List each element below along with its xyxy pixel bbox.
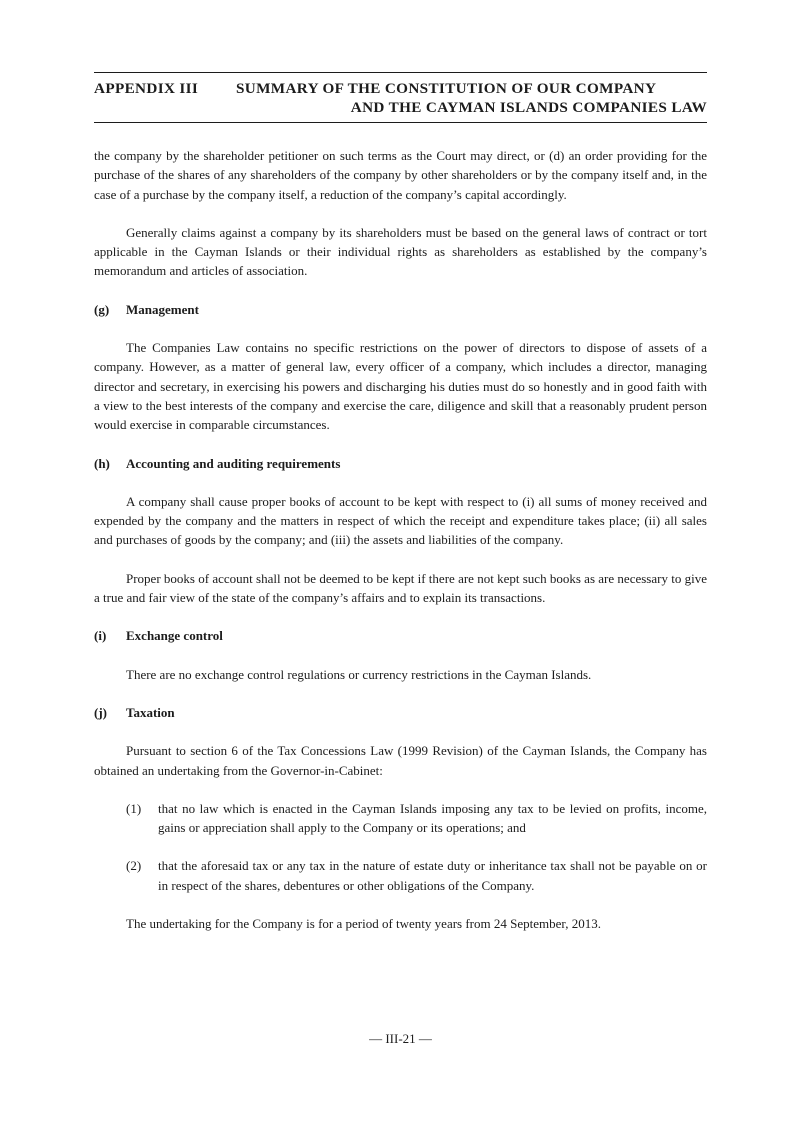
paragraph-shareholder-claims: Generally claims against a company by its shareholders must be based on the general laws of contract or tort applicable in the Cayman Islands or their individual rights as shareholders as established by the company’s memorandum and articles of association. [94,224,707,279]
list-item [94,799,707,838]
section-label: (i) [94,628,107,644]
paragraph-continued: the company by the shareholder petitioner on such terms as the Court may direct, or (d) an order providing for the purchase of the shares of any shareholders of the company by other shareholders or by the company itself and, in the case of a purchase by the company itself, a reduction of the company’s capital accordingly. [94,148,707,202]
paragraph-undertaking-period: The undertaking for the Company is for a period of twenty years from 24 September, 2013. [126,916,601,932]
paragraph-proper-books: Proper books of account shall not be deemed to be kept if there are not kept such books as are necessary to give a true and fair view of the state of the company’s affairs and to explain its transactions. [94,570,707,606]
section-title: Accounting and auditing requirements [126,455,341,471]
section-label: (g) [94,301,110,317]
header-bottom-rule [94,122,707,123]
section-title: Exchange control [126,628,223,644]
page-number: — III-21 — [369,1031,432,1046]
section-heading-g [94,300,707,319]
section-heading-h [94,454,707,473]
paragraph-books-of-account: A company shall cause proper books of account to be kept with respect to (i) all sums of money received and expended by the company and the matters in respect of which the receipt and expenditure takes place; (ii) all sales and purchases of goods by the company; and (iii) the assets and liabilities of the company. [94,493,707,548]
section-heading-j [94,703,707,722]
appendix-label: APPENDIX III [94,80,199,97]
section-label: (h) [94,455,110,471]
list-item-number: (1) [126,800,142,816]
header-title-line-1: SUMMARY OF THE CONSTITUTION OF OUR COMPANY [236,80,657,97]
section-title: Taxation [126,704,175,720]
section-heading-i [94,626,707,645]
list-item [94,856,707,895]
paragraph-exchange-control: There are no exchange control regulations or currency restrictions in the Cayman Islands. [126,666,592,682]
section-label: (j) [94,704,107,720]
paragraph-taxation: Pursuant to section 6 of the Tax Concessions Law (1999 Revision) of the Cayman Islands, the Company has obtained an undertaking from the Governor-in-Cabinet: [94,743,707,778]
document-body [94,146,707,933]
header-top-rule [94,72,707,73]
paragraph-management: The Companies Law contains no specific restrictions on the power of directors to dispose of assets of a company. However, as a matter of general law, every officer of a company, which includes a director, managing director and secretary, in exercising his powers and discharging his duties must do so honestly and in good faith with a view to the best interests of the company and exercise the care, diligence and skill that a reasonably prudent person would exercise in comparable circumstances. [94,340,707,433]
list-item-text: that the aforesaid tax or any tax in the nature of estate duty or inheritance tax shall not be payable on or in respect of the shares, debentures or other obligations of the Company. [158,858,707,893]
section-title: Management [126,301,199,317]
list-item-text: that no law which is enacted in the Cayman Islands imposing any tax to be levied on profits, income, gains or appreciation shall apply to the Company or its operations; and [158,800,707,836]
header-title-line-2: AND THE CAYMAN ISLANDS COMPANIES LAW [350,99,707,116]
list-item-number: (2) [126,858,142,874]
